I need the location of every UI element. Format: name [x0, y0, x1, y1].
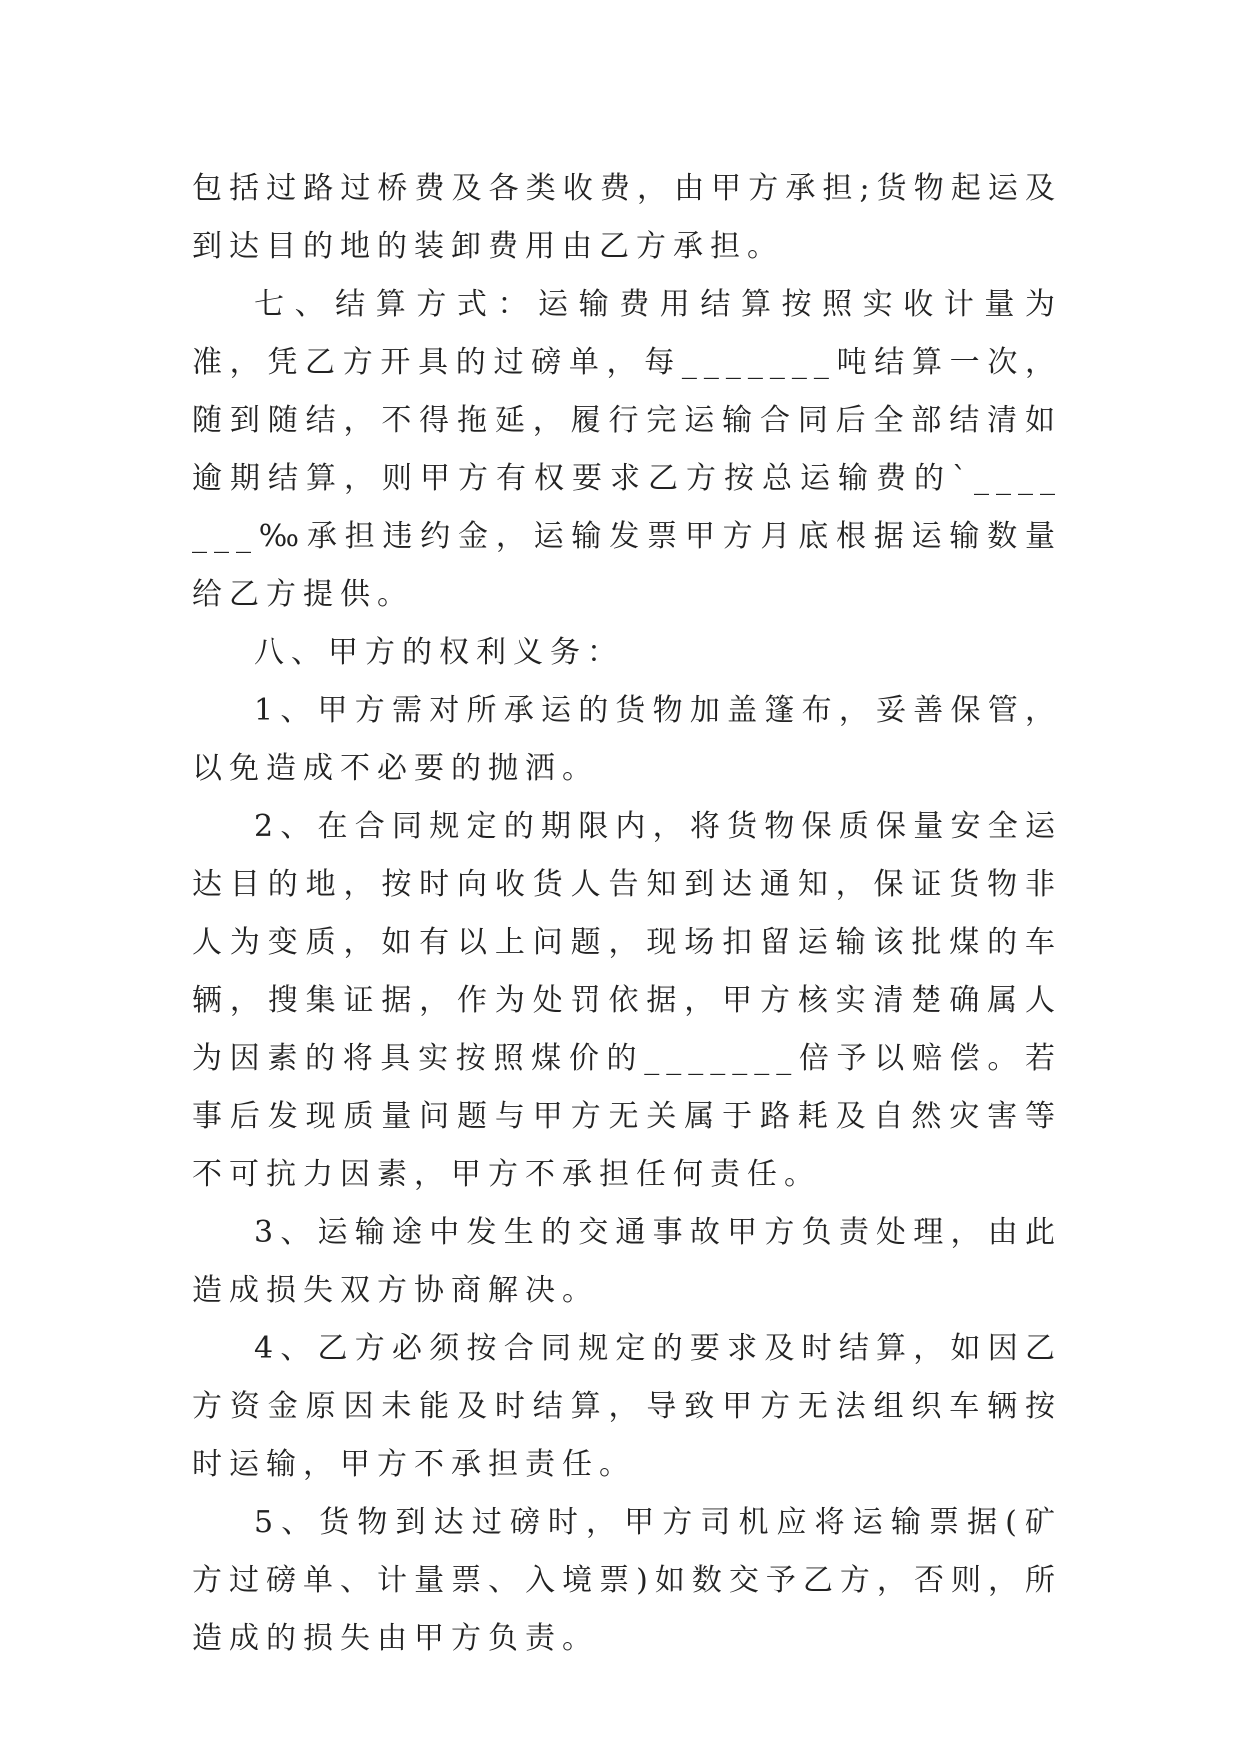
- paragraph-clause-5: 5、货物到达过磅时，甲方司机应将运输票据(矿方过磅单、计量票、入境票)如数交予乙方，否则，所造成的损失由甲方负责。: [192, 1505, 1062, 1656]
- paragraph-clause-4: 4、乙方必须按合同规定的要求及时结算，如因乙方资金原因未能及时结算，导致甲方无法组织车辆按时运输，甲方不承担责任。: [192, 1331, 1062, 1482]
- paragraph-clause-3: 3、运输途中发生的交通事故甲方负责处理，由此造成损失双方协商解决。: [192, 1215, 1062, 1308]
- document-body: [192, 160, 1062, 1668]
- paragraph-clause-2: 2、在合同规定的期限内，将货物保质保量安全运达目的地，按时向收货人告知到达通知，保证货物非人为变质，如有以上问题，现场扣留运输该批煤的车辆，搜集证据，作为处罚依据，甲方核实清楚确属人为因素的将具实按照煤价的_______倍予以赔偿。若事后发现质量问题与甲方无关属于路耗及自然灾害等不可抗力因素，甲方不承担任何责任。: [192, 809, 1062, 1192]
- paragraph-clause-1: 1、甲方需对所承运的货物加盖篷布，妥善保管，以免造成不必要的抛洒。: [192, 693, 1062, 786]
- paragraph-party-a-rights-heading: 八、甲方的权利义务：: [254, 635, 624, 670]
- paragraph-settlement-method: 七、结算方式：运输费用结算按照实收计量为准，凭乙方开具的过磅单，每_______吨结算一次，随到随结，不得拖延，履行完运输合同后全部结清如逾期结算，则甲方有权要求乙方按总运输费的`_______‰承担违约金，运输发票甲方月底根据运输数量给乙方提供。: [192, 287, 1062, 612]
- paragraph-fees-continued: 包括过路过桥费及各类收费，由甲方承担;货物起运及到达目的地的装卸费用由乙方承担。: [192, 171, 1062, 264]
